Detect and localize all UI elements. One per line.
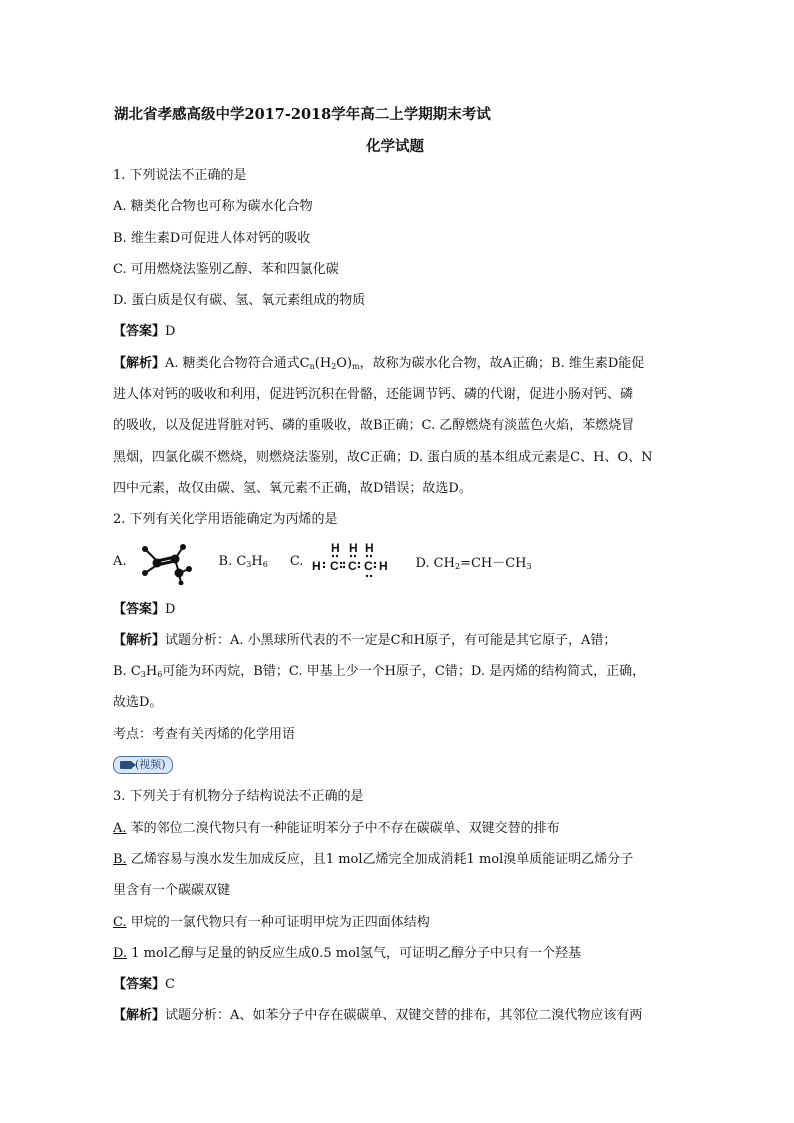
analysis-text: O): [336, 355, 353, 371]
analysis-text: 试题分析：A. 小黑球所代表的不一定是C和H原子，有可能是其它原子，A错；: [165, 632, 617, 648]
analysis-text: (H: [314, 355, 332, 371]
subscript: 2: [331, 361, 337, 371]
q2-option-a-label: A.: [113, 554, 127, 570]
c-atom: C: [364, 558, 374, 573]
analysis-text: ，故称为碳水化合物，故A正确；B. 维生素D能促: [359, 355, 645, 371]
video-button-label: (视频): [135, 758, 166, 772]
analysis-text: B. C: [113, 664, 141, 680]
q3-answer: [113, 969, 685, 1000]
subscript: n: [309, 361, 315, 371]
h-atom: H: [379, 558, 389, 573]
q1-analysis-line-5: 四中元素，故仅由碳、氢、氧元素不正确，故D错误；故选D。: [113, 480, 472, 496]
q2-options: [113, 536, 685, 588]
option-label: D.: [113, 945, 128, 961]
formula-text: B. C: [218, 554, 247, 570]
q1-answer: [113, 316, 685, 347]
option-label: B.: [113, 851, 127, 867]
option-text: 1 mol乙醇与足量的钠反应生成0.5 mol氢气，可证明乙醇分子中只有一个羟基: [127, 945, 582, 961]
q2-option-d: [415, 552, 531, 571]
subscript: 6: [262, 560, 268, 570]
analysis-text: A. 糖类化合物符合通式C: [165, 355, 310, 371]
analysis-tag: 【解析】: [113, 1008, 166, 1024]
subscript: m: [352, 361, 360, 371]
subscript: 3: [246, 560, 252, 570]
q2-option-c-label: C.: [289, 554, 304, 570]
q3-option-b: [113, 844, 685, 875]
video-camera-icon: [120, 761, 132, 769]
option-text: 甲烷的一氯代物只有一种可证明甲烷为正四面体结构: [126, 914, 430, 930]
q2-analysis-line-2: [113, 656, 685, 687]
option-label: C.: [113, 914, 127, 930]
analysis-text: H: [145, 664, 158, 680]
q1-option-a: A. 糖类化合物也可称为碳水化合物: [113, 199, 313, 215]
answer-value: D: [165, 324, 176, 340]
subscript: 2: [454, 562, 461, 572]
subscript: 6: [157, 670, 163, 680]
formula-text: =CH－CH: [460, 556, 527, 572]
analysis-tag: 【解析】: [113, 632, 166, 648]
q3-option-d: [113, 938, 685, 969]
q1-analysis-line-4: 黑烟，四氯化碳不燃烧，则燃烧法鉴别，故C正确；D. 蛋白质的基本组成元素是C、H、O、N: [113, 449, 653, 465]
answer-tag: 【答案】: [113, 601, 166, 617]
electron-formula-image: [309, 539, 389, 585]
q2-option-b: [219, 554, 268, 569]
video-button[interactable]: [113, 756, 173, 774]
analysis-text: 试题分析：A、如苯分子中存在碳碳单、双键交替的排布，其邻位二溴代物应该有两: [165, 1008, 643, 1024]
c-atom: C: [330, 558, 340, 573]
c-atom: C: [348, 558, 358, 573]
q3-analysis-line-1: [113, 1000, 685, 1031]
q2-stem: 2. 下列有关化学用语能确定为丙烯的是: [113, 512, 338, 528]
option-text: 乙烯容易与溴水发生加成反应，且1 mol乙烯完全加成消耗1 mol溴单质能证明乙烯分子: [126, 851, 634, 867]
q3-option-b-cont: 里含有一个碳碳双键: [113, 883, 231, 899]
h-atom: H: [331, 540, 341, 555]
q1-stem: 1. 下列说法不正确的是: [113, 168, 247, 183]
h-atom: H: [312, 558, 322, 573]
answer-tag: 【答案】: [113, 977, 166, 993]
q3-stem: 3. 下列关于有机物分子结构说法不正确的是: [113, 789, 364, 805]
q3-option-a: [113, 813, 685, 844]
h-atom: H: [365, 540, 375, 555]
exam-subtitle: 化学试题: [366, 138, 424, 155]
h-atom: H: [349, 540, 359, 555]
q3-option-c: [113, 907, 685, 938]
q2-kaodian: 考点：考查有关丙烯的化学用语: [113, 726, 296, 742]
formula-text: H: [251, 554, 263, 570]
q1-analysis-line-2: 进人体对钙的吸收和利用，促进钙沉积在骨骼，还能调节钙、磷的代谢，促进小肠对钙、磷: [113, 387, 634, 403]
option-label: A.: [113, 820, 127, 836]
exam-title: 湖北省孝感高级中学2017-2018学年高二上学期期末考试: [114, 106, 491, 123]
formula-text: D. CH: [415, 556, 455, 572]
option-text: 苯的邻位二溴代物只有一种能证明苯分子中不存在碳碳单、双键交替的排布: [126, 820, 560, 836]
exam-content: [113, 160, 685, 1032]
answer-value: D: [165, 601, 176, 617]
q2-answer: [113, 594, 685, 625]
q2-analysis-line-3: 故选D。: [113, 695, 163, 711]
q1-analysis-line-1: [113, 348, 685, 379]
analysis-text: 可能为环丙烷，B错；C. 甲基上少一个H原子，C错；D. 是丙烯的结构简式，正确，: [162, 664, 646, 680]
q2-analysis-line-1: [113, 625, 685, 656]
q2-video-row: [113, 750, 685, 781]
ball-stick-model-image: [135, 539, 193, 585]
q1-option-d: D. 蛋白质是仅有碳、氢、氧元素组成的物质: [113, 293, 366, 309]
answer-value: C: [165, 977, 175, 993]
q1-option-c: C. 可用燃烧法鉴别乙醇、苯和四氯化碳: [113, 261, 339, 277]
q1-option-b: B. 维生素D可促进人体对钙的吸收: [113, 230, 311, 246]
q1-analysis-line-3: 的吸收，以及促进肾脏对钙、磷的重吸收，故B正确；C. 乙醇燃烧有淡蓝色火焰，苯燃烧冒: [113, 418, 635, 434]
analysis-tag: 【解析】: [113, 355, 166, 371]
answer-tag: 【答案】: [113, 324, 166, 340]
subscript: 3: [526, 562, 532, 572]
subscript: 3: [140, 670, 146, 680]
